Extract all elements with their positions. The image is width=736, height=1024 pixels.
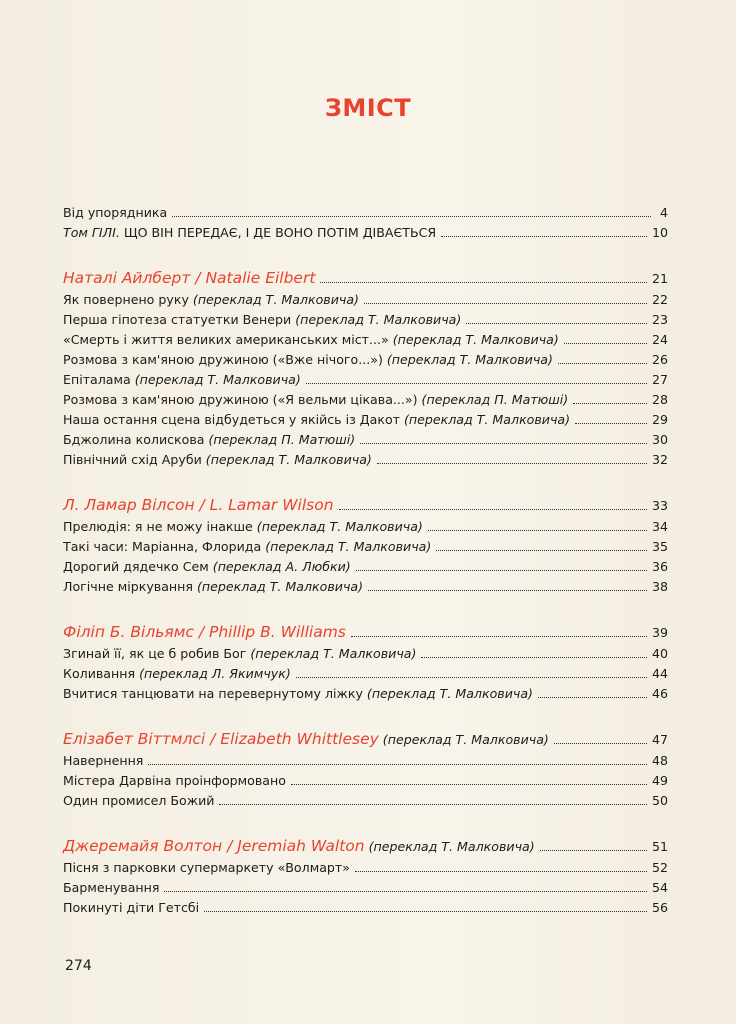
toc-author-entry[interactable]	[63, 494, 668, 517]
dot-leader	[377, 463, 647, 464]
translation-note: (переклад Т. Малковича)	[192, 292, 359, 307]
toc-entry[interactable]	[63, 410, 668, 430]
toc-entry[interactable]	[63, 517, 668, 537]
poem-title: Бджолина колискова	[63, 432, 209, 447]
dot-leader	[421, 657, 647, 658]
entry-title	[63, 577, 363, 597]
entry-title	[63, 310, 461, 330]
page-number: 36	[651, 559, 668, 574]
entry-title: Від упорядника	[63, 205, 168, 220]
translation-note: (переклад Т. Малковича)	[392, 332, 559, 347]
dot-leader	[164, 891, 646, 892]
dot-leader	[219, 804, 647, 805]
toc-entry[interactable]	[63, 791, 668, 811]
toc-entry[interactable]	[63, 644, 668, 664]
poem-title: Пісня з парковки супермаркету «Волмарт»	[63, 860, 350, 875]
page-number: 34	[651, 519, 668, 534]
dot-leader	[441, 236, 647, 237]
table-of-contents	[63, 203, 668, 918]
dot-leader	[364, 303, 647, 304]
translation-note: (переклад Т. Малковича)	[386, 352, 553, 367]
entry-title	[63, 517, 423, 537]
toc-entry[interactable]	[63, 310, 668, 330]
toc-entry[interactable]	[63, 664, 668, 684]
poem-title: Розмова з кам'яною дружиною («Я вельми цікава...»)	[63, 392, 422, 407]
toc-author-entry[interactable]	[63, 835, 668, 858]
toc-entry[interactable]	[63, 684, 668, 704]
translation-note: (переклад Т. Малковича)	[205, 452, 372, 467]
author-heading	[63, 621, 346, 643]
dot-leader	[573, 403, 647, 404]
entry-title	[63, 791, 214, 811]
translation-note: (переклад Л. Якимчук)	[139, 666, 291, 681]
translation-note: (переклад Т. Малковича)	[366, 686, 533, 701]
translation-note: (переклад Т. Малковича)	[196, 579, 364, 594]
author-heading	[63, 494, 334, 516]
dot-leader	[436, 550, 647, 551]
dot-leader	[538, 697, 647, 698]
translation-note: (переклад П. Матюші)	[208, 432, 356, 447]
poem-title: Такі часи: Маріанна, Флорида	[63, 539, 266, 554]
page-number: 52	[651, 860, 668, 875]
toc-author-entry[interactable]	[63, 267, 668, 290]
entry-title	[63, 664, 291, 684]
dot-leader	[360, 443, 647, 444]
toc-entry[interactable]	[63, 898, 668, 918]
author-name: Наталі Айлберт / Natalie Eilbert	[63, 269, 316, 287]
page-number: 47	[651, 732, 668, 747]
toc-sections	[63, 243, 668, 918]
entry-title	[63, 450, 372, 470]
dot-leader	[172, 216, 651, 217]
page-number: 50	[651, 793, 668, 808]
toc-entry[interactable]	[63, 751, 668, 771]
page-number: 46	[651, 686, 668, 701]
toc-entry[interactable]	[63, 878, 668, 898]
translation-note: (переклад Т. Малковича)	[134, 372, 301, 387]
toc-entry[interactable]	[63, 350, 668, 370]
page-number: 40	[651, 646, 668, 661]
page-number: 23	[651, 312, 668, 327]
entry-title	[63, 390, 568, 410]
page-number: 35	[651, 539, 668, 554]
dot-leader	[356, 570, 647, 571]
dot-leader	[564, 343, 647, 344]
translation-note: (переклад Т. Малковича)	[256, 519, 423, 534]
page-number: 26	[651, 352, 668, 367]
author-translation-note: (переклад Т. Малковича)	[378, 732, 549, 747]
author-heading	[63, 728, 549, 751]
toc-author-entry[interactable]	[63, 728, 668, 751]
page-number: 27	[651, 372, 668, 387]
poem-title: Дорогий дядечко Сем	[63, 559, 213, 574]
page-number: 38	[651, 579, 668, 594]
page-number: 21	[651, 271, 668, 286]
poem-title: «Смерть і життя великих американських міст...»	[63, 332, 393, 347]
entry-title	[63, 751, 143, 771]
poem-title: Перша гіпотеза статуетки Венери	[63, 312, 296, 327]
page-number: 51	[651, 839, 668, 854]
poem-title: Прелюдія: я не можу інакше	[63, 519, 257, 534]
toc-entry[interactable]	[63, 390, 668, 410]
poem-title: Барменування	[63, 880, 160, 895]
page-number: 39	[651, 625, 668, 640]
entry-title	[63, 898, 199, 918]
folio-page-number: 274	[65, 958, 92, 974]
poem-title: Покинуті діти Гетсбі	[63, 900, 200, 915]
entry-title	[63, 410, 570, 430]
poem-title: Коливання	[63, 666, 140, 681]
page-number: 56	[651, 900, 668, 915]
dot-leader	[204, 911, 647, 912]
toc-entry[interactable]	[63, 330, 668, 350]
page-number: 28	[651, 392, 668, 407]
dot-leader	[368, 590, 647, 591]
entry-title-text: ЩО ВІН ПЕРЕДАЄ, І ДЕ ВОНО ПОТІМ ДІВАЄТЬСЯ	[119, 225, 437, 240]
author-name: Філіп Б. Вільямс / Phillip B. Williams	[63, 623, 346, 641]
page-title: ЗМІСТ	[324, 94, 412, 122]
toc-entry[interactable]	[63, 203, 668, 223]
dot-leader	[148, 764, 647, 765]
poem-title: Згинай її, як це б робив Бог	[63, 646, 251, 661]
dot-leader	[355, 871, 647, 872]
dot-leader	[351, 636, 647, 637]
dot-leader	[320, 282, 647, 283]
toc-entry[interactable]	[63, 223, 668, 243]
poem-title: Розмова з кам'яною дружиною («Вже нічого...»)	[63, 352, 387, 367]
toc-entry[interactable]	[63, 537, 668, 557]
dot-leader	[558, 363, 647, 364]
translation-note: (переклад Т. Малковича)	[404, 412, 571, 427]
entry-title	[63, 684, 533, 704]
poem-title: Навернення	[63, 753, 144, 768]
dot-leader	[466, 323, 647, 324]
page-number: 30	[651, 432, 668, 447]
translation-note: (переклад Т. Малковича)	[250, 646, 417, 661]
page-number: 10	[651, 225, 668, 240]
translation-note: (переклад П. Матюші)	[421, 392, 569, 407]
dot-leader	[575, 423, 647, 424]
toc-entry[interactable]	[63, 557, 668, 577]
page-number: 49	[651, 773, 668, 788]
entry-title	[63, 350, 553, 370]
page-number: 24	[651, 332, 668, 347]
toc-author-entry[interactable]	[63, 621, 668, 644]
author-name: Джеремайя Волтон / Jeremiah Walton	[63, 837, 365, 855]
dot-leader	[306, 383, 647, 384]
page-number: 29	[651, 412, 668, 427]
poem-title: Один промисел Божий	[63, 793, 215, 808]
poem-title: Епіталама	[63, 372, 135, 387]
poem-title: Логічне міркування	[63, 579, 197, 594]
entry-title	[63, 537, 431, 557]
poem-title: Наша остання сцена відбудеться у якійсь із Дакот	[63, 412, 405, 427]
toc-entry[interactable]	[63, 290, 668, 310]
translation-note: (переклад Т. Малковича)	[295, 312, 462, 327]
toc-entry[interactable]	[63, 771, 668, 791]
page-number: 54	[651, 880, 668, 895]
entry-title	[63, 223, 436, 243]
toc-entry[interactable]	[63, 858, 668, 878]
dot-leader	[540, 850, 647, 851]
dot-leader	[296, 677, 647, 678]
author-translation-note: (переклад Т. Малковича)	[364, 839, 535, 854]
dot-leader	[339, 509, 647, 510]
dot-leader	[428, 530, 647, 531]
dot-leader	[554, 743, 647, 744]
toc-entry[interactable]	[63, 450, 668, 470]
entry-title	[63, 858, 350, 878]
entry-title	[63, 370, 301, 390]
page-number: 44	[651, 666, 668, 681]
page-number: 32	[651, 452, 668, 467]
poem-title: Вчитися танцювати на перевернутому ліжку	[63, 686, 367, 701]
poem-title: Північний схід Аруби	[63, 452, 206, 467]
page-number: 22	[651, 292, 668, 307]
translation-note: (переклад Т. Малковича)	[265, 539, 432, 554]
entry-title	[63, 330, 559, 350]
page-number: 33	[651, 498, 668, 513]
author-name: Л. Ламар Вілсон / L. Lamar Wilson	[63, 496, 334, 514]
entry-title	[63, 878, 159, 898]
entry-author-prefix: Том ГІЛІ.	[63, 225, 120, 240]
dot-leader	[291, 784, 647, 785]
toc-entry[interactable]	[63, 430, 668, 450]
toc-entry[interactable]	[63, 370, 668, 390]
entry-title	[63, 557, 351, 577]
entry-title	[63, 290, 359, 310]
translation-note: (переклад А. Любки)	[212, 559, 351, 574]
author-heading	[63, 835, 535, 858]
page-number: 48	[651, 753, 668, 768]
toc-entry[interactable]	[63, 577, 668, 597]
page-number: 4	[659, 205, 668, 220]
author-heading	[63, 267, 315, 289]
poem-title: Містера Дарвіна проінформовано	[63, 773, 286, 788]
poem-title: Як повернено руку	[63, 292, 193, 307]
entry-title	[63, 430, 355, 450]
entry-title	[63, 771, 286, 791]
entry-title	[63, 644, 416, 664]
author-name: Елізабет Віттмлсі / Elizabeth Whittlesey	[63, 730, 379, 748]
